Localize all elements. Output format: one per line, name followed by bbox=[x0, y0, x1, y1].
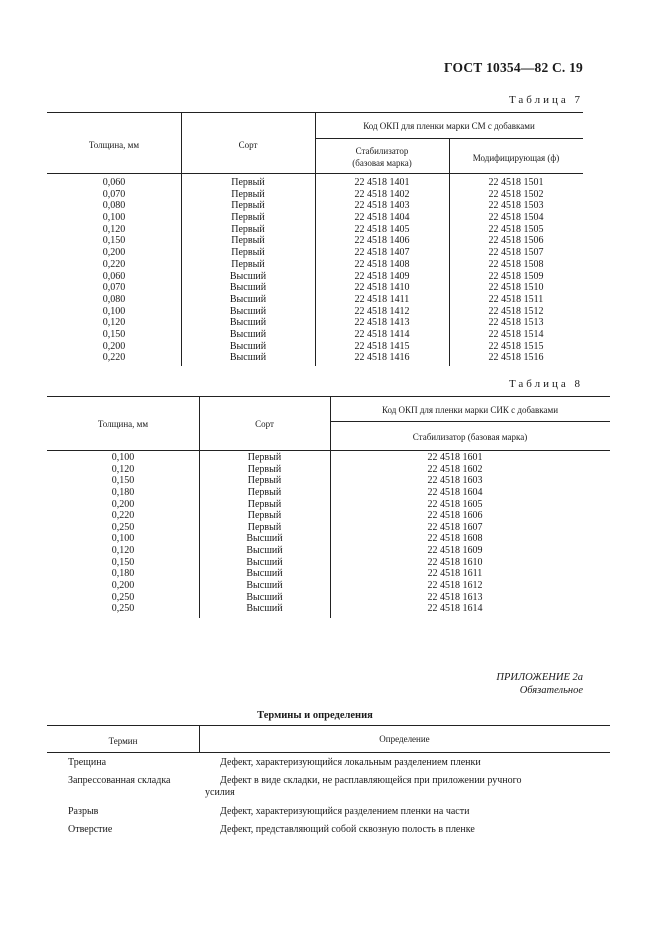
table7-cell: 22 4518 1514 bbox=[488, 328, 544, 340]
table7-col-modifying bbox=[449, 177, 583, 364]
table7-cell: 22 4518 1413 bbox=[354, 317, 410, 329]
table7-cell: 22 4518 1403 bbox=[354, 200, 410, 212]
table7-cell: 0,220 bbox=[102, 258, 126, 270]
table8-cell: 22 4518 1606 bbox=[427, 510, 483, 522]
page-title: ГОСТ 10354—82 С. 19 bbox=[444, 60, 583, 75]
table8-cell: 0,250 bbox=[111, 591, 135, 603]
table7-cell: Высший bbox=[229, 340, 267, 352]
definition-crack: Дефект, характеризующийся локальным разделением пленки bbox=[220, 757, 481, 768]
table7-cell: Высший bbox=[229, 328, 267, 340]
table7-cell: Высший bbox=[229, 293, 267, 305]
table8-cell: 0,250 bbox=[111, 521, 135, 533]
table8-cell: 22 4518 1604 bbox=[427, 486, 483, 498]
table8-cell: 22 4518 1608 bbox=[427, 533, 483, 545]
table8-cell: Высший bbox=[246, 556, 283, 568]
table7-col-thickness bbox=[47, 177, 181, 364]
table7-cell: 22 4518 1503 bbox=[488, 200, 544, 212]
table8-cell: 0,150 bbox=[111, 556, 135, 568]
table7-cell: 22 4518 1404 bbox=[354, 212, 410, 224]
table7-cell: 22 4518 1501 bbox=[488, 177, 544, 188]
terms-header-definition: Определение bbox=[379, 734, 430, 744]
table8-cell: 22 4518 1612 bbox=[427, 580, 483, 592]
table8-cell: 0,220 bbox=[111, 510, 135, 522]
term-pressed-fold: Запрессованная складка bbox=[68, 775, 171, 786]
table7-cell: 22 4518 1414 bbox=[354, 328, 410, 340]
table7-cell: 0,120 bbox=[102, 317, 126, 329]
table8-cell: Первый bbox=[247, 498, 282, 510]
table7-cell: Первый bbox=[231, 200, 265, 212]
table7-cell: Первый bbox=[231, 247, 265, 259]
table7-col-grade bbox=[181, 177, 315, 364]
table7-cell: 22 4518 1415 bbox=[354, 340, 410, 352]
definition-pressed-fold: Дефект в виде складки, не расплавляющейся при приложении ручного bbox=[220, 775, 522, 786]
table7-cell: Первый bbox=[231, 235, 265, 247]
table7-cell: Первый bbox=[231, 258, 265, 270]
table7-cell: 22 4518 1411 bbox=[354, 293, 410, 305]
table7-cell: 0,100 bbox=[102, 212, 126, 224]
term-crack: Трещина bbox=[68, 757, 107, 768]
table7-header-stabilizer-line1: Стабилизатор bbox=[355, 146, 409, 156]
term-hole: Отверстие bbox=[68, 824, 113, 835]
table7-header-thickness: Толщина, мм bbox=[88, 140, 140, 150]
table7-cell: 0,070 bbox=[102, 188, 126, 200]
table7-cell: 0,060 bbox=[102, 270, 126, 282]
table7-cell: 0,070 bbox=[102, 282, 126, 294]
table8-header-grade: Сорт bbox=[255, 419, 274, 429]
term-tear: Разрыв bbox=[68, 806, 99, 817]
table8-cell: Высший bbox=[246, 568, 283, 580]
table7-col-stabilizer bbox=[315, 177, 449, 364]
table7-cell: 22 4518 1504 bbox=[488, 212, 544, 224]
table7-cell: 22 4518 1506 bbox=[488, 235, 544, 247]
table7-cell: 22 4518 1406 bbox=[354, 235, 410, 247]
table7-cell: 22 4518 1410 bbox=[354, 282, 410, 294]
table8-cell: 22 4518 1614 bbox=[427, 603, 483, 615]
table8-cell: Высший bbox=[246, 533, 283, 545]
table7-cell: 22 4518 1513 bbox=[488, 317, 544, 329]
table7-cell: 22 4518 1516 bbox=[488, 352, 544, 364]
table8-cell: 22 4518 1610 bbox=[427, 556, 483, 568]
table7-cell: 22 4518 1507 bbox=[488, 247, 544, 259]
table8-col-stabilizer bbox=[330, 452, 580, 615]
table7-cell: 0,080 bbox=[102, 293, 126, 305]
table7-header-modifying: Модифицирующая (ф) bbox=[472, 153, 560, 163]
table7-cell: 22 4518 1407 bbox=[354, 247, 410, 259]
table7-header-stabilizer-line2: (базовая марка) bbox=[352, 158, 412, 168]
table8-cell: Первый bbox=[247, 521, 282, 533]
appendix-status: Обязательное bbox=[519, 685, 583, 696]
table8-col-grade bbox=[199, 452, 330, 615]
table7-cell: Высший bbox=[229, 317, 267, 329]
table8-cell: Высший bbox=[246, 603, 283, 615]
terms-header-term: Термин bbox=[108, 736, 138, 746]
table7-cell: Высший bbox=[229, 352, 267, 364]
table7-caption: Таблица 7 bbox=[508, 94, 583, 106]
table7-cell: 0,200 bbox=[102, 247, 126, 259]
table8-cell: 0,100 bbox=[111, 533, 135, 545]
table8-header-stabilizer: Стабилизатор (базовая марка) bbox=[412, 432, 528, 442]
table8-header-thickness: Толщина, мм bbox=[97, 419, 149, 429]
table7-cell: 22 4518 1511 bbox=[488, 293, 544, 305]
table8-cell: Первый bbox=[247, 452, 282, 463]
table7-cell: 22 4518 1502 bbox=[488, 188, 544, 200]
table7-cell: 0,120 bbox=[102, 223, 126, 235]
appendix-label: ПРИЛОЖЕНИЕ 2а bbox=[496, 672, 583, 683]
table7-cell: Высший bbox=[229, 270, 267, 282]
terms-title: Термины и определения bbox=[257, 710, 373, 721]
definition-hole: Дефект, представляющий собой сквозную полость в пленке bbox=[220, 824, 475, 835]
table8-cell: Первый bbox=[247, 475, 282, 487]
table7-cell: 22 4518 1515 bbox=[488, 340, 544, 352]
table8-cell: 0,120 bbox=[111, 545, 135, 557]
table7-header-stabilizer bbox=[315, 145, 449, 169]
table7-cell: 22 4518 1409 bbox=[354, 270, 410, 282]
table7-cell: 0,200 bbox=[102, 340, 126, 352]
table7-cell: 22 4518 1412 bbox=[354, 305, 410, 317]
table7-header-grade: Сорт bbox=[238, 140, 258, 150]
table7-cell: Высший bbox=[229, 282, 267, 294]
table7-cell: 0,060 bbox=[102, 177, 126, 188]
table8-cell: 22 4518 1613 bbox=[427, 591, 483, 603]
table8-cell: Высший bbox=[246, 580, 283, 592]
definition-pressed-fold-continuation: усилия bbox=[205, 787, 235, 798]
table7-cell: 0,220 bbox=[102, 352, 126, 364]
table7-cell: Первый bbox=[231, 188, 265, 200]
table8-cell: 22 4518 1609 bbox=[427, 545, 483, 557]
table7-cell: Первый bbox=[231, 212, 265, 224]
table8-cell: 22 4518 1605 bbox=[427, 498, 483, 510]
table8-cell: 0,120 bbox=[111, 463, 135, 475]
table7-cell: 22 4518 1405 bbox=[354, 223, 410, 235]
table8-cell: 22 4518 1607 bbox=[427, 521, 483, 533]
table7-cell: 0,150 bbox=[102, 235, 126, 247]
table7-header-group: Код ОКП для пленки марки СМ с добавками bbox=[363, 121, 535, 131]
table7-cell: 22 4518 1512 bbox=[488, 305, 544, 317]
table7-cell: 22 4518 1508 bbox=[488, 258, 544, 270]
table8-cell: Первый bbox=[247, 486, 282, 498]
table8-cell: 22 4518 1601 bbox=[427, 452, 483, 463]
table8-cell: 0,180 bbox=[111, 568, 135, 580]
table8-col-thickness bbox=[47, 452, 199, 615]
table7-cell: 22 4518 1401 bbox=[354, 177, 410, 188]
table8-cell: 22 4518 1603 bbox=[427, 475, 483, 487]
table7-cell: 0,100 bbox=[102, 305, 126, 317]
table7-cell: 0,150 bbox=[102, 328, 126, 340]
table8-cell: 0,250 bbox=[111, 603, 135, 615]
table8-cell: Высший bbox=[246, 591, 283, 603]
table8-cell: 22 4518 1611 bbox=[427, 568, 483, 580]
table7-cell: 22 4518 1402 bbox=[354, 188, 410, 200]
table8-cell: Первый bbox=[247, 463, 282, 475]
table8-cell: 0,150 bbox=[111, 475, 135, 487]
table8-header-group: Код ОКП для пленки марки СИК с добавками bbox=[381, 405, 559, 415]
table7-cell: Высший bbox=[229, 305, 267, 317]
table8-cell: 0,200 bbox=[111, 498, 135, 510]
table7-cell: 22 4518 1505 bbox=[488, 223, 544, 235]
table8-cell: 0,180 bbox=[111, 486, 135, 498]
table7-cell: 22 4518 1408 bbox=[354, 258, 410, 270]
definition-tear: Дефект, характеризующийся разделением пленки на части bbox=[220, 806, 470, 817]
table8-cell: Первый bbox=[247, 510, 282, 522]
table7-cell: Первый bbox=[231, 223, 265, 235]
table7-cell: Первый bbox=[231, 177, 265, 188]
table7-cell: 22 4518 1416 bbox=[354, 352, 410, 364]
table8-cell: Высший bbox=[246, 545, 283, 557]
table8-cell: 0,200 bbox=[111, 580, 135, 592]
table8-cell: 0,100 bbox=[111, 452, 135, 463]
table7-cell: 0,080 bbox=[102, 200, 126, 212]
table7-cell: 22 4518 1510 bbox=[488, 282, 544, 294]
table8-cell: 22 4518 1602 bbox=[427, 463, 483, 475]
table7-cell: 22 4518 1509 bbox=[488, 270, 544, 282]
table8-caption: Таблица 8 bbox=[508, 378, 583, 390]
